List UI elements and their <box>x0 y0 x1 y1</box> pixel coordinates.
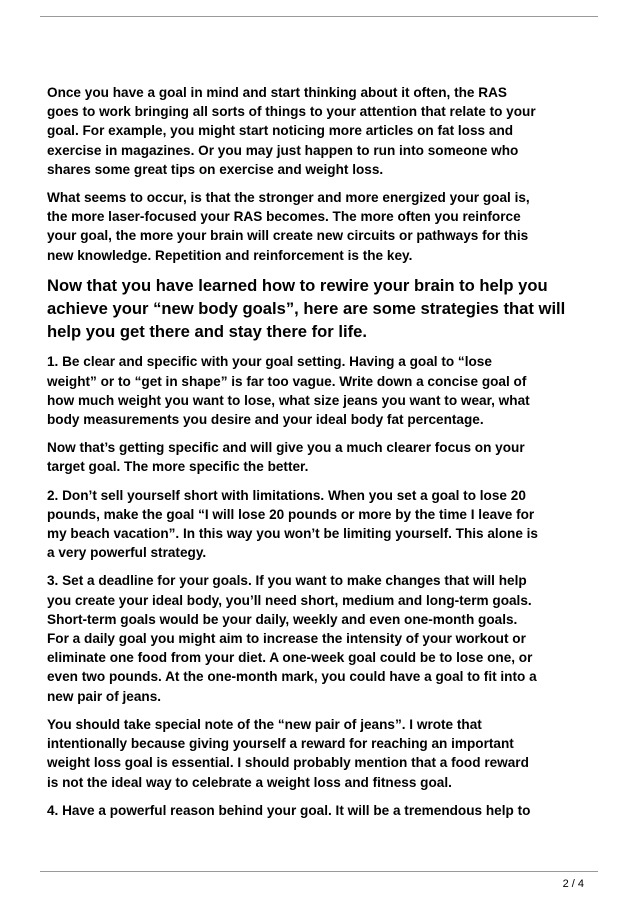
text-line: achieve your “new body goals”, here are some strategies that will <box>47 299 566 319</box>
text-line: help you get there and stay there for life. <box>47 322 367 342</box>
text-line: new knowledge. Repetition and reinforcement is the key. <box>47 247 413 263</box>
text-line: 3. Set a deadline for your goals. If you want to make changes that will help <box>47 573 527 589</box>
header-rule <box>40 16 598 17</box>
paragraph <box>47 715 595 792</box>
text-line: eliminate one food from your diet. A one-week goal could be to lose one, or <box>47 650 533 666</box>
paragraph <box>47 352 595 429</box>
footer-rule <box>40 871 598 872</box>
text-line: my beach vacation”. In this way you won’t be limiting yourself. This alone is <box>47 526 538 542</box>
text-line: Short-term goals would be your daily, weekly and even one-month goals. <box>47 611 518 627</box>
text-line: new pair of jeans. <box>47 688 162 704</box>
text-line: body measurements you desire and your ideal body fat percentage. <box>47 412 484 428</box>
text-line: Now that’s getting specific and will give you a much clearer focus on your <box>47 440 525 456</box>
text-line: exercise in magazines. Or you may just happen to run into someone who <box>47 142 519 158</box>
text-line: pounds, make the goal “I will lose 20 pounds or more by the time I leave for <box>47 506 535 522</box>
text-line: Once you have a goal in mind and start thinking about it often, the RAS <box>47 85 507 100</box>
text-line: weight” or to “get in shape” is far too vague. Write down a concise goal of <box>47 373 527 389</box>
document-body <box>47 83 595 829</box>
text-line: 4. Have a powerful reason behind your goal. It will be a tremendous help to <box>47 802 531 818</box>
text-line: target goal. The more specific the better. <box>47 459 309 475</box>
text-line: intentionally because giving yourself a reward for reaching an important <box>47 736 514 752</box>
text-line: goes to work bringing all sorts of things to your attention that relate to your <box>47 104 536 120</box>
text-line: shares some great tips on exercise and weight loss. <box>47 161 384 177</box>
paragraph <box>47 188 595 265</box>
text-line: For a daily goal you might aim to increase the intensity of your workout or <box>47 631 526 647</box>
text-line: Now that you have learned how to rewire your brain to help you <box>47 275 548 295</box>
text-line: 1. Be clear and specific with your goal setting. Having a goal to “lose <box>47 354 492 370</box>
text-line: a very powerful strategy. <box>47 545 207 561</box>
text-line: the more laser-focused your RAS becomes. The more often you reinforce <box>47 209 521 225</box>
section-heading <box>47 274 595 344</box>
text-line: 2. Don’t sell yourself short with limitations. When you set a goal to lose 20 <box>47 487 526 503</box>
text-line: What seems to occur, is that the stronger and more energized your goal is, <box>47 190 530 206</box>
page-number: 2 / 4 <box>562 878 584 890</box>
text-line: how much weight you want to lose, what size jeans you want to wear, what <box>47 392 530 408</box>
text-line: you create your ideal body, you’ll need short, medium and long-term goals. <box>47 592 532 608</box>
text-line: You should take special note of the “new pair of jeans”. I wrote that <box>47 716 482 732</box>
text-line: even two pounds. At the one-month mark, you could have a goal to fit into a <box>47 669 537 685</box>
paragraph <box>47 83 595 179</box>
text-line: weight loss goal is essential. I should probably mention that a food reward <box>47 755 529 771</box>
text-line: is not the ideal way to celebrate a weight loss and fitness goal. <box>47 774 452 790</box>
text-line: your goal, the more your brain will create new circuits or pathways for this <box>47 228 529 244</box>
paragraph <box>47 438 595 476</box>
text-line: goal. For example, you might start noticing more articles on fat loss and <box>47 123 514 139</box>
paragraph <box>47 571 595 705</box>
paragraph <box>47 801 595 820</box>
paragraph <box>47 486 595 563</box>
